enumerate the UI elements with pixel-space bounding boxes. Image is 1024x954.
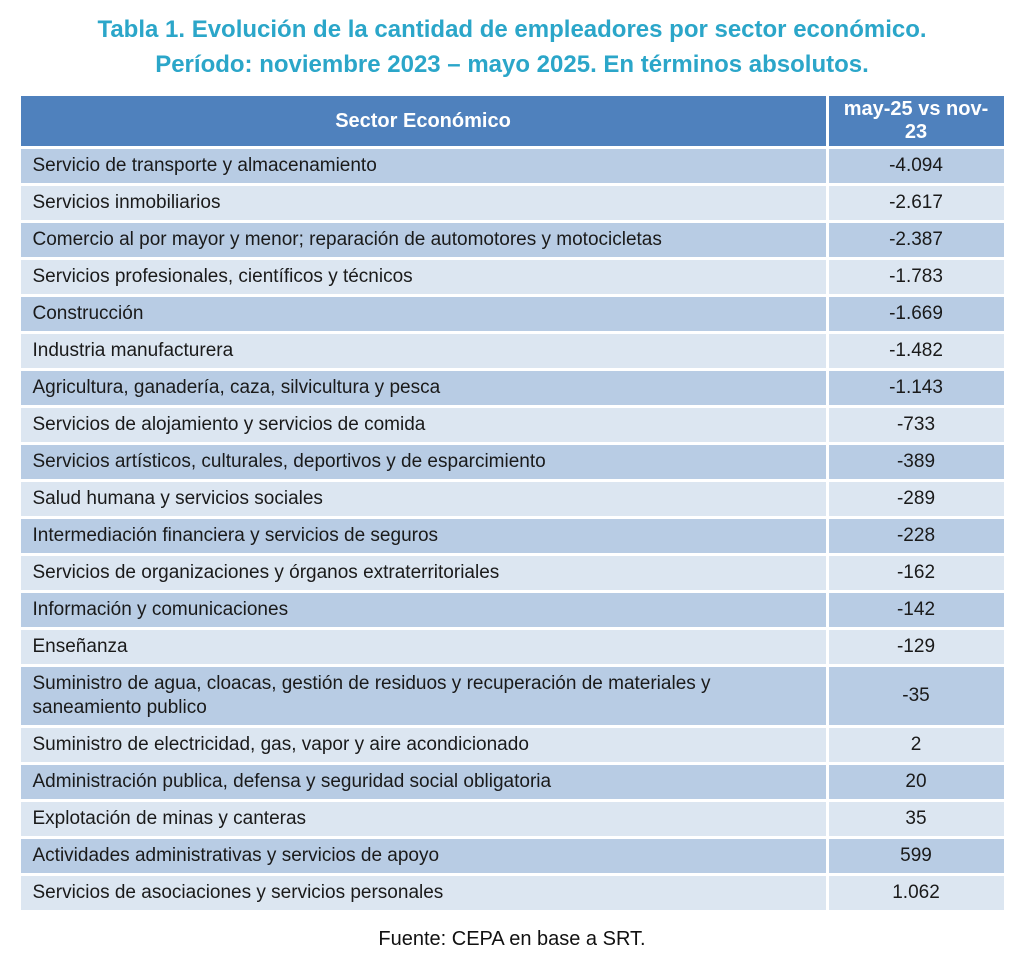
table-row [19,259,1005,296]
table-row [19,875,1005,912]
sector-cell: Servicios profesionales, científicos y técnicos [19,259,827,296]
table-row [19,666,1005,727]
sector-column-header: Sector Económico [19,95,827,148]
value-cell: 599 [827,838,1005,875]
sector-cell: Suministro de agua, cloacas, gestión de residuos y recuperación de materiales y saneamiento publico [19,666,827,727]
table-body [19,148,1005,912]
value-cell: -1.143 [827,370,1005,407]
sector-cell: Administración publica, defensa y seguridad social obligatoria [19,764,827,801]
value-cell: -35 [827,666,1005,727]
value-cell: -389 [827,444,1005,481]
employers-by-sector-table [18,93,1007,913]
sector-cell: Servicios de organizaciones y órganos extraterritoriales [19,555,827,592]
sector-cell: Agricultura, ganadería, caza, silvicultura y pesca [19,370,827,407]
table-row [19,222,1005,259]
table-row [19,296,1005,333]
value-cell: -2.387 [827,222,1005,259]
value-column-header: may-25 vs nov-23 [827,95,1005,148]
table-title [0,0,1024,82]
table-row [19,333,1005,370]
value-cell: 35 [827,801,1005,838]
table-row [19,764,1005,801]
value-cell: 20 [827,764,1005,801]
table-row [19,518,1005,555]
sector-cell: Servicios inmobiliarios [19,185,827,222]
sector-cell: Comercio al por mayor y menor; reparación de automotores y motocicletas [19,222,827,259]
value-cell: 1.062 [827,875,1005,912]
table-header [19,95,1005,148]
value-cell: -142 [827,592,1005,629]
title-line-1: Tabla 1. Evolución de la cantidad de empleadores por sector económico. [97,16,927,43]
source-note: Fuente: CEPA en base a SRT. [378,928,646,950]
header-row [19,95,1005,148]
table-row [19,444,1005,481]
value-cell: -733 [827,407,1005,444]
value-cell: 2 [827,727,1005,764]
sector-cell: Intermediación financiera y servicios de seguros [19,518,827,555]
table-row [19,801,1005,838]
table-row [19,481,1005,518]
table-row [19,629,1005,666]
table-row [19,727,1005,764]
table-row [19,185,1005,222]
table-row [19,555,1005,592]
table-row [19,148,1005,185]
value-cell: -289 [827,481,1005,518]
table-row [19,592,1005,629]
sector-cell: Servicios de alojamiento y servicios de comida [19,407,827,444]
value-cell: -162 [827,555,1005,592]
title-line-2: Período: noviembre 2023 – mayo 2025. En términos absolutos. [155,51,869,78]
value-cell: -228 [827,518,1005,555]
sector-cell: Servicios de asociaciones y servicios personales [19,875,827,912]
sector-cell: Servicio de transporte y almacenamiento [19,148,827,185]
sector-cell: Salud humana y servicios sociales [19,481,827,518]
sector-cell: Actividades administrativas y servicios de apoyo [19,838,827,875]
value-cell: -129 [827,629,1005,666]
sector-cell: Industria manufacturera [19,333,827,370]
value-cell: -1.482 [827,333,1005,370]
sector-cell: Construcción [19,296,827,333]
value-cell: -1.783 [827,259,1005,296]
sector-cell: Información y comunicaciones [19,592,827,629]
value-cell: -2.617 [827,185,1005,222]
sector-cell: Explotación de minas y canteras [19,801,827,838]
table-row [19,370,1005,407]
value-cell: -4.094 [827,148,1005,185]
value-cell: -1.669 [827,296,1005,333]
sector-cell: Suministro de electricidad, gas, vapor y aire acondicionado [19,727,827,764]
sector-cell: Servicios artísticos, culturales, deportivos y de esparcimiento [19,444,827,481]
sector-cell: Enseñanza [19,629,827,666]
table-row [19,407,1005,444]
table-row [19,838,1005,875]
